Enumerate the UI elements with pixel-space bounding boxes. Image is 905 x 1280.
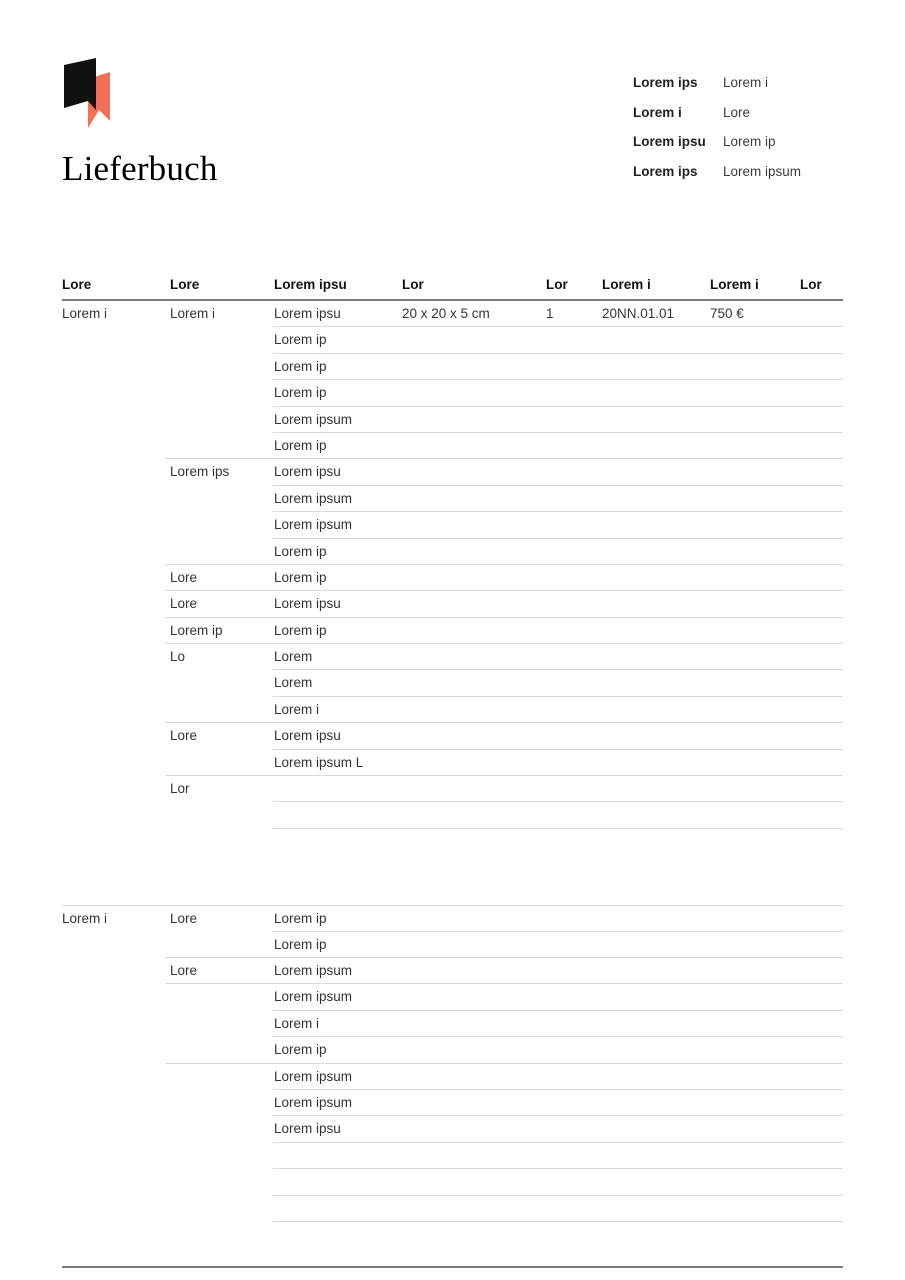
table-row [62, 984, 843, 1010]
table-cell-c3: Lorem ipsum [274, 962, 353, 978]
table-cell-c3: Lorem ipsum [274, 1068, 353, 1084]
table-cell-c3: Lorem ip [274, 936, 327, 952]
table-row [62, 644, 843, 670]
meta-label: Lorem ips [633, 163, 698, 179]
table-cell-c3: Lorem ipsu [274, 728, 341, 744]
table-cell-c3: Lorem ip [274, 1042, 327, 1058]
table-row [62, 723, 843, 749]
header-meta-block [633, 75, 843, 193]
meta-value: Lorem ip [723, 134, 776, 150]
meta-row [633, 164, 843, 194]
table-cell-c3: Lorem ipsum [274, 411, 353, 427]
page-title: Lieferbuch [62, 149, 218, 188]
column-header: Lor [546, 277, 568, 292]
table-cell-c3: Lorem ipsum [274, 1094, 353, 1110]
table-row [62, 486, 843, 512]
table-group [62, 905, 843, 1248]
table-row [62, 539, 843, 565]
table-cell-c1: Lorem i [62, 911, 108, 927]
table-cell-c5: 1 [546, 306, 554, 321]
table-cell-c2: Lorem i [170, 306, 216, 321]
table-cell-c3: Lorem ipsu [274, 464, 341, 480]
table-header-row [62, 276, 843, 299]
column-header: Lorem i [602, 277, 651, 292]
delivery-table [62, 276, 843, 1268]
document-header [62, 58, 843, 198]
table-cell-c3: Lorem ipsu [274, 596, 341, 612]
table-group [62, 301, 843, 855]
table-row [62, 932, 843, 958]
table-cell-c3: Lorem [274, 649, 313, 665]
table-row [62, 433, 843, 459]
meta-value: Lorem i [723, 75, 769, 90]
table-cell-c3: Lorem ip [274, 569, 327, 585]
table-row [62, 750, 843, 776]
table-cell-c3: Lorem ipsu [274, 306, 341, 321]
table-cell-c3: Lorem ip [274, 622, 327, 638]
table-row [62, 1143, 843, 1169]
group-separator [62, 855, 843, 905]
table-row [62, 1222, 843, 1248]
table-row [62, 327, 843, 353]
column-header: Lore [62, 277, 92, 292]
table-row [62, 1064, 843, 1090]
table-cell-c2: Lorem ips [170, 464, 230, 480]
table-cell-c3: Lorem ip [274, 332, 327, 348]
table-row [62, 459, 843, 485]
table-cell-c2: Lore [170, 911, 198, 927]
column-header: Lor [800, 277, 822, 292]
table-cell-c3: Lorem ipsum [274, 517, 353, 533]
table-cell-c4: 20 x 20 x 5 cm [402, 306, 490, 321]
meta-label: Lorem ips [633, 75, 698, 90]
column-header: Lorem ipsu [274, 277, 347, 292]
table-cell-c3: Lorem ip [274, 358, 327, 374]
table-row [62, 905, 843, 931]
book-logo-icon [62, 58, 118, 136]
table-row [62, 1196, 843, 1222]
table-cell-c3: Lorem i [274, 1015, 320, 1031]
table-bottom-rule [62, 1266, 843, 1268]
table-row [62, 354, 843, 380]
table-row [62, 697, 843, 723]
meta-label: Lorem i [633, 104, 682, 120]
meta-row [633, 134, 843, 164]
table-cell-c3: Lorem ipsum [274, 490, 353, 506]
column-header: Lorem i [710, 277, 759, 292]
column-header: Lor [402, 277, 424, 292]
table-row [62, 829, 843, 855]
table-row [62, 1037, 843, 1063]
table-cell-c2: Lore [170, 569, 198, 585]
table-cell-c2: Lore [170, 728, 198, 744]
table-row [62, 802, 843, 828]
table-cell-c3: Lorem i [274, 701, 320, 717]
meta-row [633, 105, 843, 135]
table-row [62, 1116, 843, 1142]
table-row [62, 380, 843, 406]
table-cell-c6: 20NN.01.01 [602, 306, 675, 321]
table-cell-c3: Lorem ip [274, 385, 327, 401]
table-cell-c3: Lorem [274, 675, 313, 691]
table-row [62, 565, 843, 591]
table-cell-c3: Lorem ipsum L [274, 754, 364, 770]
table-row [62, 301, 843, 327]
table-cell-c3: Lorem ip [274, 543, 327, 559]
meta-row [633, 75, 843, 105]
column-header: Lore [170, 277, 200, 292]
table-row [62, 670, 843, 696]
meta-value: Lore [723, 104, 751, 120]
table-row [62, 1011, 843, 1037]
table-row [62, 407, 843, 433]
table-cell-c3: Lorem ip [274, 437, 327, 453]
table-row [62, 512, 843, 538]
table-cell-c7: 750 € [710, 306, 744, 321]
table-cell-c2: Lore [170, 962, 198, 978]
table-cell-c3: Lorem ipsum [274, 989, 353, 1005]
table-row [62, 1090, 843, 1116]
table-cell-c2: Lor [170, 781, 190, 797]
table-cell-c3: Lorem ipsu [274, 1121, 341, 1137]
meta-value: Lorem ipsum [723, 163, 802, 179]
table-row [62, 618, 843, 644]
table-cell-c2: Lore [170, 596, 198, 612]
table-row [62, 776, 843, 802]
table-row [62, 1169, 843, 1195]
table-row [62, 958, 843, 984]
table-cell-c1: Lorem i [62, 306, 108, 321]
table-cell-c2: Lo [170, 649, 186, 665]
table-cell-c3: Lorem ip [274, 911, 327, 927]
table-row [62, 591, 843, 617]
table-cell-c2: Lorem ip [170, 622, 223, 638]
meta-label: Lorem ipsu [633, 134, 706, 150]
